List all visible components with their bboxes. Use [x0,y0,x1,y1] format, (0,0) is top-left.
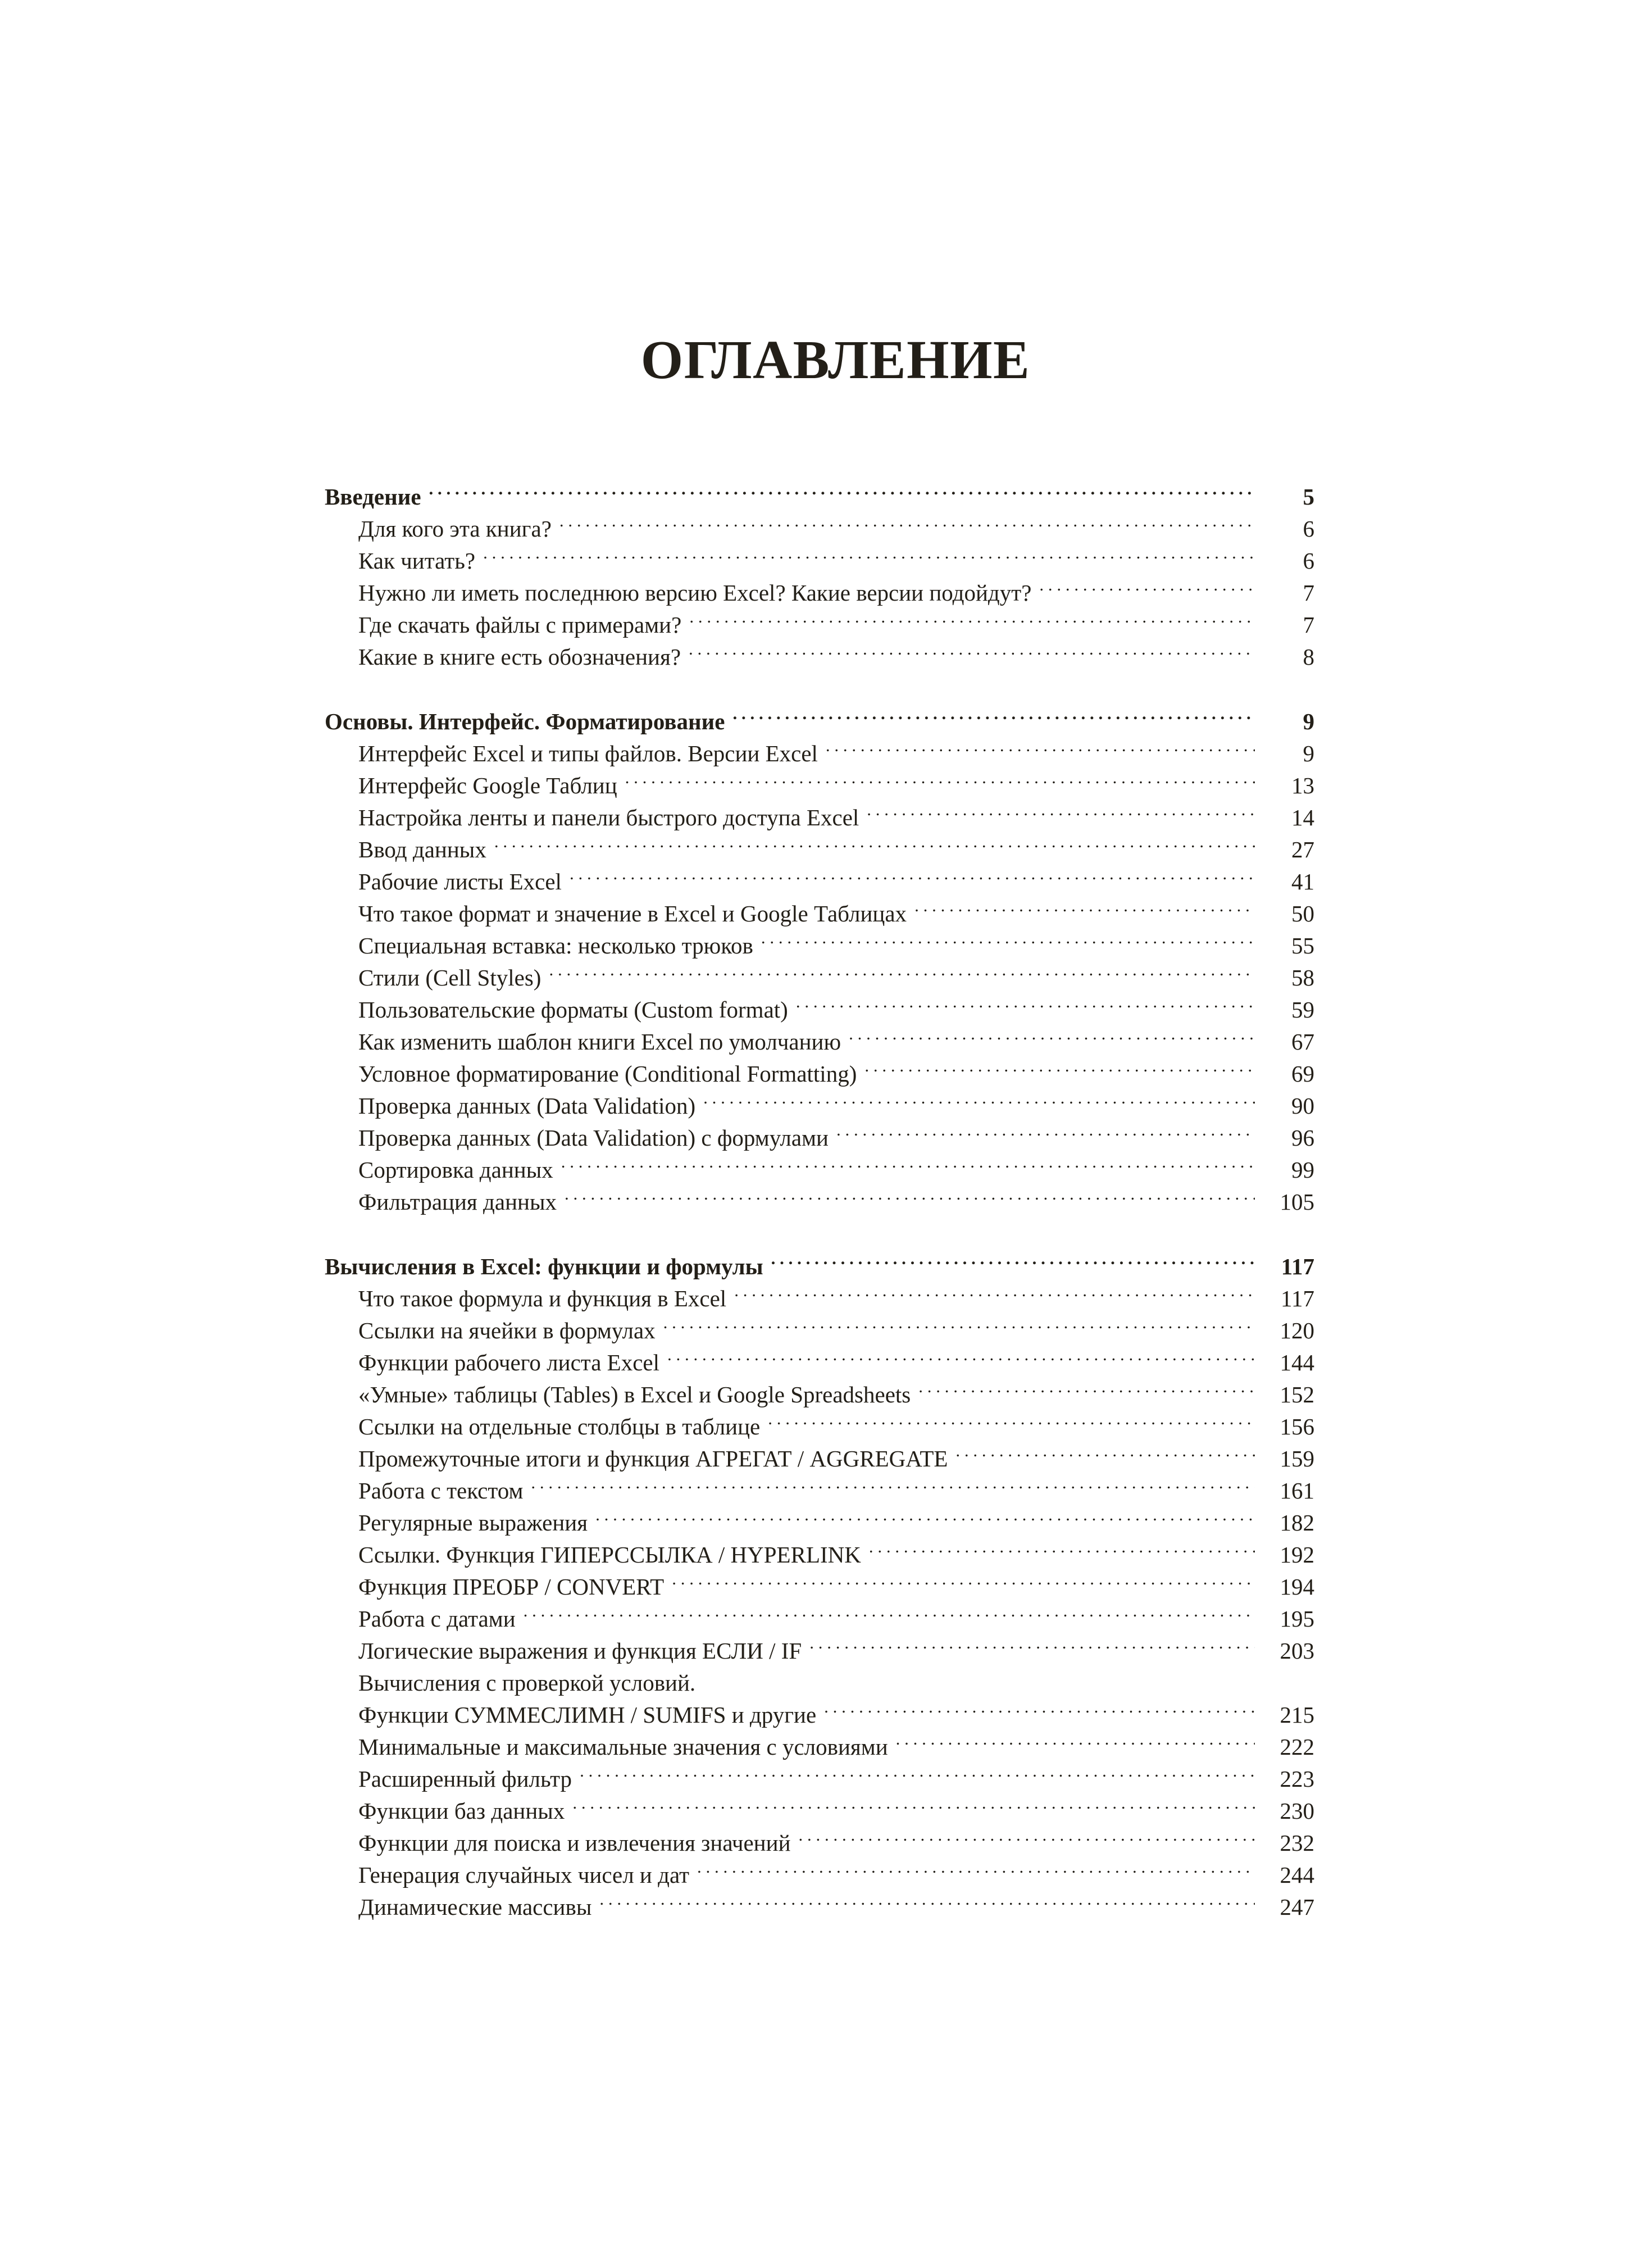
toc-page-number: 9 [1303,741,1314,766]
dot-leader [559,514,1255,537]
toc-page-number: 161 [1280,1478,1314,1504]
toc-entry-label: Вычисления с проверкой условий. [358,1670,696,1696]
toc-section [325,481,1314,673]
toc-entry[interactable] [358,898,1314,930]
toc-entry-label: Для кого эта книга? [358,516,552,542]
toc-entry-label: Регулярные выражения [358,1510,588,1536]
dot-leader [689,642,1255,665]
toc-entry[interactable] [358,1443,1314,1475]
dot-leader [524,1604,1255,1627]
dot-leader [799,1828,1255,1851]
toc-entry-label: Работа с датами [358,1606,516,1632]
toc-page-number: 159 [1280,1446,1314,1472]
dot-leader [595,1507,1255,1531]
toc-entry-label: Функции СУММЕСЛИМН / SUMIFS и другие [358,1702,817,1728]
dot-leader [672,1572,1255,1595]
toc-entry-label: Ссылки. Функция ГИПЕРССЫЛКА / HYPERLINK [358,1542,861,1568]
toc-page-number: 58 [1291,965,1314,991]
toc-entry[interactable] [358,609,1314,641]
toc-page-number: 41 [1291,869,1314,894]
toc-entry[interactable] [358,1635,1314,1667]
toc-entry[interactable] [358,834,1314,866]
toc-entry-label: Интерфейс Excel и типы файлов. Версии Excel [358,741,818,766]
toc-entry[interactable] [358,1090,1314,1122]
toc-entry-label: Сортировка данных [358,1157,553,1183]
dot-leader [689,610,1255,633]
toc-entry[interactable] [358,770,1314,802]
toc-page-number: 99 [1291,1157,1314,1183]
toc-entry[interactable] [358,513,1314,545]
dot-leader [869,1539,1255,1563]
dot-leader [761,930,1255,953]
toc-page-number: 5 [1303,484,1314,510]
dot-leader [809,1636,1255,1659]
dot-leader [771,1251,1255,1274]
toc-page-number: 156 [1280,1414,1314,1439]
toc-section [325,706,1314,1218]
toc-entry[interactable] [358,962,1314,994]
toc-entry[interactable] [358,1154,1314,1186]
toc-entry-label: Интерфейс Google Таблиц [358,773,617,798]
toc-page-number: 195 [1280,1606,1314,1632]
toc-page-number: 120 [1280,1318,1314,1343]
dot-leader [570,866,1255,889]
dot-leader [580,1764,1255,1787]
toc-page-number: 230 [1280,1798,1314,1824]
toc-page-number: 9 [1303,709,1314,734]
toc-entry-label: Проверка данных (Data Validation) [358,1093,696,1119]
dot-leader [667,1347,1255,1370]
toc-section-label: Вычисления в Excel: функции и формулы [325,1254,763,1279]
toc-page-number: 27 [1291,837,1314,862]
dot-leader [733,706,1255,729]
toc-entry-label: Ссылки на отдельные столбцы в таблице [358,1414,761,1439]
toc-page-number: 192 [1280,1542,1314,1568]
toc-entry[interactable] [358,1763,1314,1795]
toc-entry-label: Как читать? [358,548,476,574]
toc-entry-label: Как изменить шаблон книги Excel по умолчанию [358,1029,841,1055]
toc-page-number: 194 [1280,1574,1314,1600]
toc-page-number: 223 [1280,1766,1314,1792]
toc-entry-label: Нужно ли иметь последнюю версию Excel? Какие версии подойдут? [358,580,1032,606]
dot-leader [429,482,1255,505]
toc-entry[interactable] [358,930,1314,962]
toc-page-number: 96 [1291,1125,1314,1151]
toc-entry[interactable] [358,1699,1314,1731]
dot-leader [1039,578,1255,601]
toc-section-heading[interactable] [325,706,1314,738]
toc-page-number: 55 [1291,933,1314,959]
toc-page-number: 69 [1291,1061,1314,1087]
toc-entry[interactable] [358,738,1314,770]
toc-entry[interactable] [358,1539,1314,1571]
toc-page-number: 105 [1280,1189,1314,1215]
dot-leader [768,1411,1255,1434]
toc-page-number: 152 [1280,1382,1314,1407]
page-title: ОГЛАВЛЕНИЕ [640,330,1031,390]
dot-leader [918,1379,1255,1402]
toc-entry-label: Фильтрация данных [358,1189,557,1215]
toc-page-number: 182 [1280,1510,1314,1536]
toc-page-number: 144 [1280,1350,1314,1375]
dot-leader [561,1155,1255,1178]
toc-entry[interactable] [358,1667,1314,1699]
dot-leader [572,1796,1255,1819]
dot-leader [864,1059,1255,1082]
toc-page-number: 247 [1280,1894,1314,1920]
toc-entry-label: Рабочие листы Excel [358,869,562,894]
toc-entry-label: Проверка данных (Data Validation) с формулами [358,1125,829,1151]
dot-leader [867,802,1255,825]
toc-page-number: 14 [1291,805,1314,830]
toc-entry-label: Работа с текстом [358,1478,524,1504]
toc-page-number: 215 [1280,1702,1314,1728]
toc-section [325,1251,1314,1923]
dot-leader [625,770,1255,793]
dot-leader [734,1283,1255,1306]
toc-entry[interactable] [358,1283,1314,1315]
toc-entry[interactable] [358,1122,1314,1154]
toc-entry[interactable] [358,1507,1314,1539]
toc-entry-label: Функции для поиска и извлечения значений [358,1830,791,1856]
toc-entry-label: Функции баз данных [358,1798,565,1824]
toc-section-heading[interactable] [325,1251,1314,1283]
toc-section-heading[interactable] [325,481,1314,513]
dot-leader [955,1443,1255,1466]
toc-entry-label: Генерация случайных чисел и дат [358,1862,690,1888]
toc-entry[interactable] [358,1475,1314,1507]
toc-page-number: 117 [1281,1286,1314,1311]
toc-entry[interactable] [358,1379,1314,1411]
toc-entry-label: Что такое формула и функция в Excel [358,1286,727,1311]
toc-entry[interactable] [358,994,1314,1026]
toc-entry-label: Настройка ленты и панели быстрого доступа Excel [358,805,859,830]
toc-entry[interactable] [358,577,1314,609]
toc-entry-label: Стили (Cell Styles) [358,965,541,991]
dot-leader [896,1732,1255,1755]
toc-page-number: 8 [1303,644,1314,670]
dot-leader [826,738,1255,761]
toc-entry[interactable] [358,1827,1314,1859]
dot-leader [663,1315,1255,1338]
toc-entry-label: Динамические массивы [358,1894,592,1920]
toc-page-number: 203 [1280,1638,1314,1664]
dot-leader [836,1123,1255,1146]
toc-entry[interactable] [358,1347,1314,1379]
dot-leader [703,1091,1255,1114]
toc-section-label: Основы. Интерфейс. Форматирование [325,709,725,734]
toc-page-number: 13 [1291,773,1314,798]
toc-page-number: 7 [1303,580,1314,606]
toc-entry[interactable] [358,1603,1314,1635]
dot-leader [849,1027,1255,1050]
toc-page-number: 244 [1280,1862,1314,1888]
dot-leader [483,546,1255,569]
toc-entry[interactable] [358,641,1314,673]
toc-entry[interactable] [358,1058,1314,1090]
toc-entry-label: Ввод данных [358,837,486,862]
toc-entry-label: Какие в книге есть обозначения? [358,644,681,670]
toc-entry-label: Условное форматирование (Conditional Formatting) [358,1061,857,1087]
toc-entry-label: Расширенный фильтр [358,1766,572,1792]
toc-entry[interactable] [358,866,1314,898]
toc-entry[interactable] [358,1315,1314,1347]
toc-page-number: 222 [1280,1734,1314,1760]
dot-leader [796,994,1255,1018]
toc-entry-label: Функция ПРЕОБР / CONVERT [358,1574,665,1600]
toc-entry[interactable] [358,1795,1314,1827]
toc-entry[interactable] [358,1411,1314,1443]
toc-entry[interactable] [358,802,1314,834]
toc-page-number: 6 [1303,516,1314,542]
toc-entry-label: Что такое формат и значение в Excel и Google Таблицах [358,901,907,927]
dot-leader [824,1700,1255,1723]
toc-entry[interactable] [358,1026,1314,1058]
toc-page-number: 67 [1291,1029,1314,1055]
toc-entry[interactable] [358,545,1314,577]
dot-leader [549,962,1255,986]
dot-leader [914,898,1255,921]
toc-entry[interactable] [358,1186,1314,1218]
toc-entry-label: Функции рабочего листа Excel [358,1350,659,1375]
toc-page-number: 7 [1303,612,1314,638]
toc-page-number: 90 [1291,1093,1314,1119]
toc-entry-label: Минимальные и максимальные значения с условиями [358,1734,888,1760]
toc-entry[interactable] [358,1891,1314,1923]
toc-page-number: 6 [1303,548,1314,574]
toc-page-number: 59 [1291,997,1314,1023]
dot-leader [565,1187,1255,1210]
toc-page-number: 117 [1281,1254,1314,1279]
toc-entry-label: Где скачать файлы с примерами? [358,612,682,638]
toc-page-number: 50 [1291,901,1314,927]
dot-leader [599,1892,1255,1915]
dot-leader [531,1475,1255,1498]
toc-entry-label: Ссылки на ячейки в формулах [358,1318,656,1343]
dot-leader [494,834,1255,857]
toc-entry-label: Пользовательские форматы (Custom format) [358,997,788,1023]
toc-page-number: 232 [1280,1830,1314,1856]
toc-entry-label: Специальная вставка: несколько трюков [358,933,753,959]
toc-entry-label: Логические выражения и функция ЕСЛИ / IF [358,1638,802,1664]
toc-entry-label: «Умные» таблицы (Tables) в Excel и Google Spreadsheets [358,1382,911,1407]
table-of-contents [325,481,1314,1923]
toc-entry[interactable] [358,1859,1314,1891]
toc-section-label: Введение [325,484,421,510]
toc-entry[interactable] [358,1571,1314,1603]
toc-entry[interactable] [358,1731,1314,1763]
toc-entry-label: Промежуточные итоги и функция АГРЕГАТ / AGGREGATE [358,1446,948,1472]
dot-leader [697,1860,1255,1883]
